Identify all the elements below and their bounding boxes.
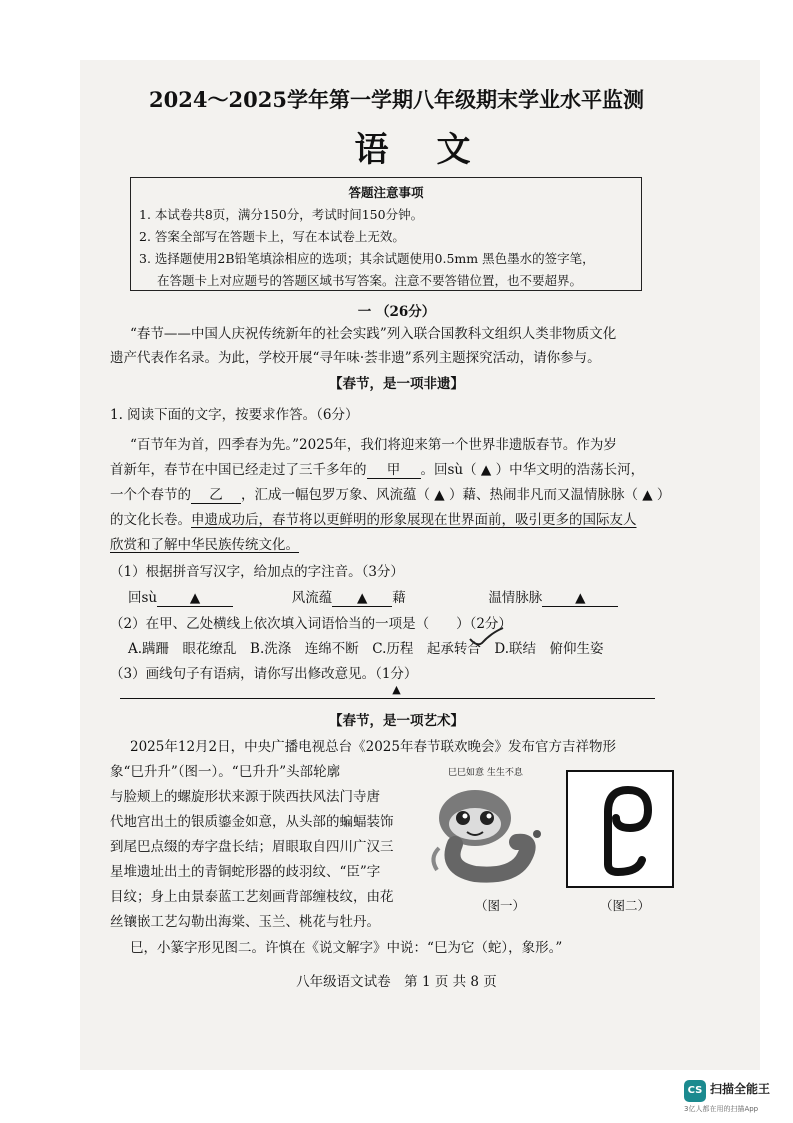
handwritten-check-mark [467,625,507,649]
answer-blank: ▲ [332,590,392,607]
passage-text: 一个个春节的 [110,487,191,503]
answer-triangle: ▲ [392,683,401,696]
sub-question-3: （3）画线句子有语病，请你写出修改意见。（1分） [110,666,418,682]
passage-line: 与脸颊上的螺旋形状来源于陕西扶风法门寺唐 [110,789,380,805]
subject-title: 语文 [354,130,519,170]
scanner-app-name: 扫描全能王 [710,1082,771,1096]
passage-line: 2025年12月2日，中央广播电视总台《2025年春节联欢晚会》发布官方吉祥物形 [130,739,616,755]
passage-text: 首新年，春节在中国已经走过了三千多年的 [110,462,367,478]
passage-text: ，汇成一幅包罗万象、风流蕴（ ▲ ）藉、热闹非凡而又温情脉脉（ ▲ ） [241,487,671,503]
figure-1-label: （图一） [475,898,526,913]
flawed-sentence: 欣赏和了解中华民族传统文化。 [110,537,299,553]
fill-label: 藉 [392,590,406,606]
passage-line: 巳，小篆字形见图二。许慎在《说文解字》中说：“巳为它（蛇），象形。” [130,940,563,956]
passage-line: “百节年为首，四季春为先。”2025年，我们将迎来第一个世界非遗版春节。作为岁 [130,437,617,453]
passage-line: 到尾巴点缀的寿字盘长结；眉眼取自四川广汉三 [110,839,394,855]
instruction-item: 3. 选择题使用2B铅笔填涂相应的选项；其余试题使用0.5mm 黑色墨水的签字笔， [139,251,595,266]
passage-line [110,458,670,479]
passage-line: 丝镶嵌工艺勾勒出海棠、玉兰、桃花与牡丹。 [110,914,380,930]
figure-1-caption: 巳巳如意 生生不息 [448,768,523,778]
passage-line [110,508,670,528]
instruction-item: 2. 答案全部写在答题卡上，写在本试卷上无效。 [139,229,405,244]
flawed-sentence: 申遗成功后，春节将以更鲜明的形象展现在世界面前，吸引更多的国际友人 [191,512,637,528]
part2-heading: 【春节，是一项艺术】 [329,713,464,729]
passage-line [110,483,670,504]
mascot-figure [425,778,555,890]
scanner-logo-icon: CS [684,1080,706,1102]
fill-label: 风流蕴 [291,590,333,606]
blank-yi: 乙 [191,483,241,504]
intro-text: “春节——中国人庆祝传统新年的社会实践”列入联合国教科文组织人类非物质文化 [130,326,617,342]
passage-line [110,533,670,553]
exam-title: 2024～2025学年第一学期八年级期末学业水平监测 [149,87,644,112]
passage-text: 。回sù（ ▲ ）中华文明的浩荡长河， [420,462,645,478]
answer-line [120,698,655,699]
section-heading: 一 （26分） [357,304,436,320]
passage-line: 星堆遗址出土的青铜蛇形器的歧羽纹、“臣”字 [110,864,381,880]
intro-text: 遗产代表作名录。为此，学校开展“寻年味·荟非遗”系列主题探究活动，请你参与。 [110,350,601,366]
seal-script-figure [566,770,674,888]
scanner-app-tagline: 3亿人都在用的扫描App [684,1105,759,1113]
passage-line: 代地宫出土的银质鎏金如意，从头部的蝙蝠装饰 [110,814,394,830]
seal-script-si-glyph [568,772,672,886]
instruction-item: 在答题卡上对应题号的答题区域书写答案。注意不要答错位置，也不要超界。 [157,273,583,288]
figure-2-label: （图二） [600,898,651,913]
passage-text: 的文化长卷。 [110,512,191,528]
sub-question-2: （2）在甲、乙处横线上依次填入词语恰当的一项是（ ）（2分） [110,616,512,632]
answer-blank: ▲ [542,590,618,607]
instructions-heading: 答题注意事项 [348,185,424,200]
question-1: 1. 阅读下面的文字，按要求作答。（6分） [110,407,359,423]
instruction-item: 1. 本试卷共8页，满分150分，考试时间150分钟。 [139,207,424,222]
part1-heading: 【春节，是一项非遗】 [329,376,464,392]
sub-question-1: （1）根据拼音写汉字，给加点的字注音。（3分） [110,564,404,580]
page-footer: 八年级语文试卷 第 1 页 共 8 页 [296,974,497,990]
passage-line: 目纹；身上由景泰蓝工艺刻画背部缠枝纹，由花 [110,889,394,905]
fill-label: 回sù [128,590,158,606]
passage-line: 象“巳升升”（图一）。“巳升升”头部轮廓 [110,764,341,780]
answer-blank: ▲ [157,590,233,607]
fill-in-row [128,586,688,607]
fill-label: 温情脉脉 [488,590,543,606]
options-row: A.蹒跚 眼花缭乱 B.洗涤 连绵不断 C.历程 起承转合 D.联结 俯仰生姿 [128,641,604,657]
blank-jia: 甲 [367,458,421,479]
instructions-box [130,177,642,291]
